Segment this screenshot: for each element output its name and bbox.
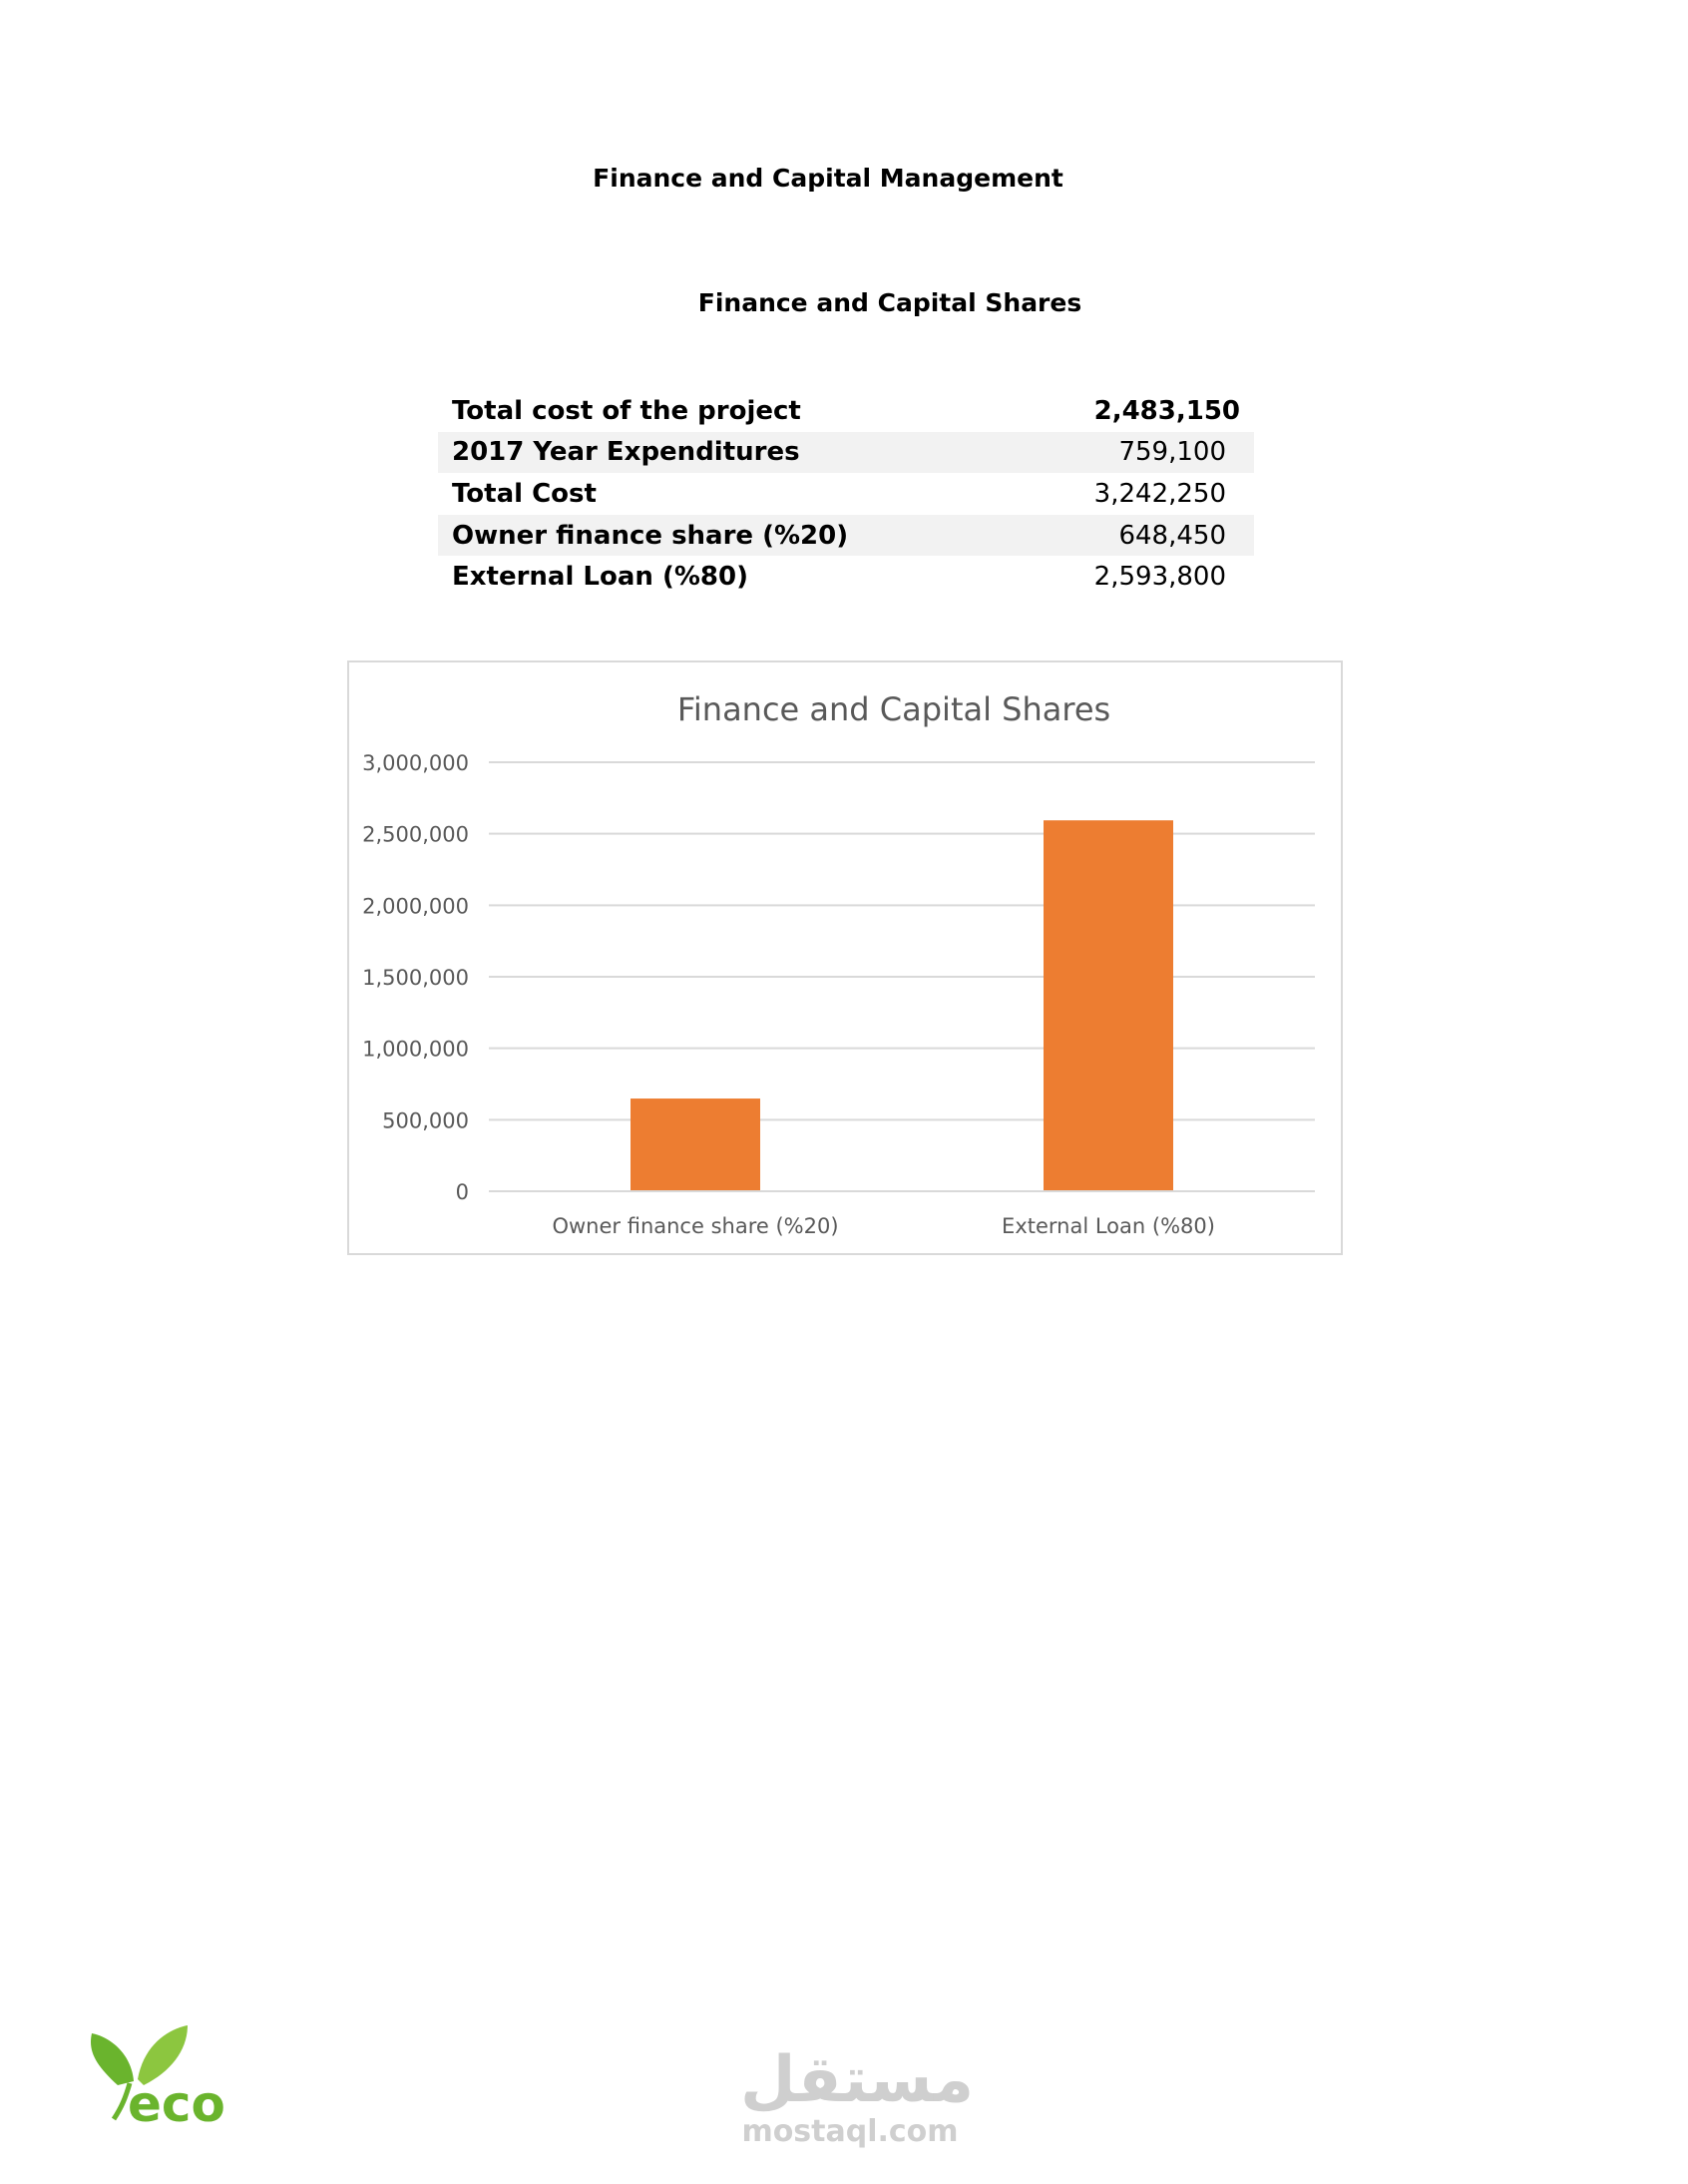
row-label: Total cost of the project — [452, 395, 801, 426]
row-value: 759,100 — [1017, 432, 1254, 474]
row-label: Owner finance share (%20) — [438, 515, 1017, 557]
y-tick-label: 2,500,000 — [362, 822, 469, 847]
chart-title: Finance and Capital Shares — [676, 690, 1111, 728]
table-row — [438, 556, 1254, 598]
y-tick-label: 2,000,000 — [362, 894, 469, 919]
row-label: 2017 Year Expenditures — [438, 432, 1017, 474]
x-tick-label: Owner finance share (%20) — [552, 1214, 839, 1238]
row-label: Total Cost — [452, 478, 597, 509]
watermark-latin: mostaql.com — [741, 2114, 959, 2149]
y-tick-label: 1,500,000 — [362, 966, 469, 990]
chart-canvas — [349, 662, 1341, 1253]
row-value: 3,242,250 — [1093, 478, 1226, 509]
x-tick-label: External Loan (%80) — [1002, 1214, 1215, 1238]
watermark-arabic: مستقل — [740, 2043, 975, 2117]
table-row — [438, 432, 1254, 474]
eco-logo — [88, 2015, 257, 2135]
bar — [631, 1098, 760, 1191]
document-title: Finance and Capital Management — [593, 164, 1063, 193]
row-value: 2,483,150 — [1093, 395, 1240, 426]
eco-logo-text: eco — [128, 2075, 225, 2133]
bar-chart — [347, 660, 1343, 1255]
section-title: Finance and Capital Shares — [697, 288, 1082, 317]
row-value: 2,593,800 — [1093, 562, 1226, 593]
y-tick-label: 500,000 — [382, 1108, 469, 1133]
finance-table — [438, 390, 1254, 598]
table-row — [438, 390, 1254, 432]
row-label: External Loan (%80) — [452, 562, 748, 593]
row-value: 648,450 — [1017, 515, 1254, 557]
bar — [1044, 820, 1173, 1191]
watermark — [740, 2043, 975, 2149]
y-tick-label: 3,000,000 — [362, 751, 469, 775]
y-tick-label: 1,000,000 — [362, 1037, 469, 1062]
table-row — [438, 515, 1254, 557]
table-row — [438, 473, 1254, 515]
y-tick-label: 0 — [455, 1180, 469, 1204]
